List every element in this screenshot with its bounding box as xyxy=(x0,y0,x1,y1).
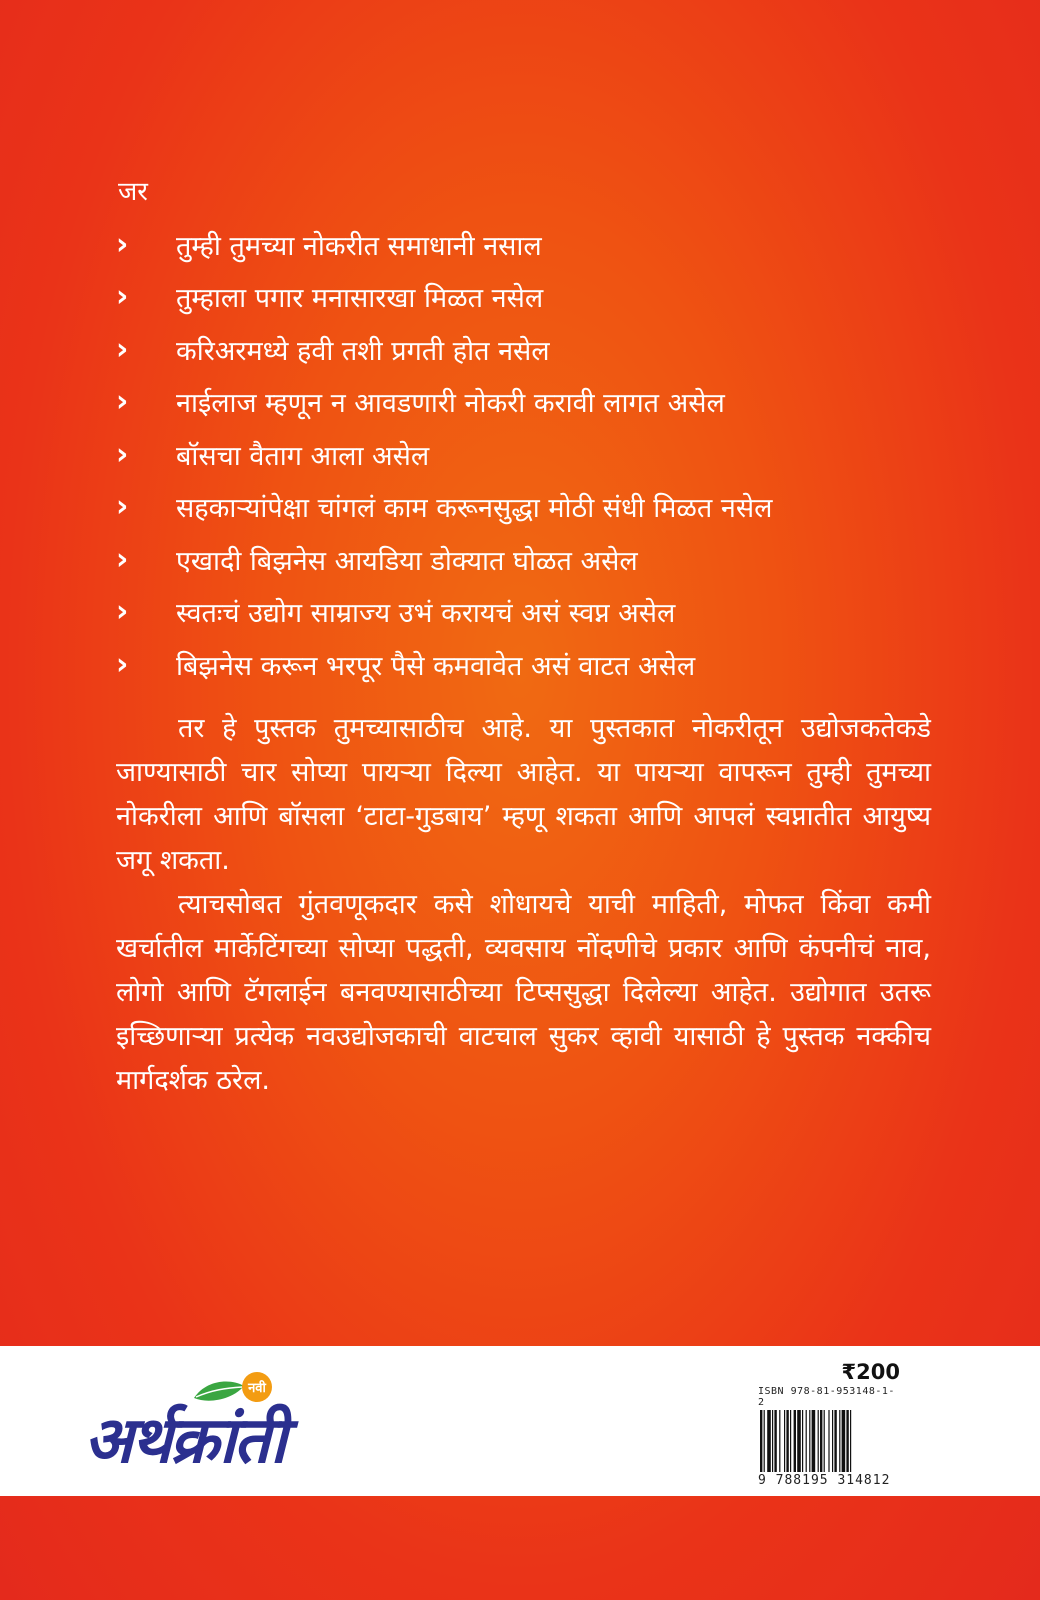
chevron-right-icon: › xyxy=(116,226,129,262)
back-cover-text xyxy=(116,172,931,1103)
chevron-right-icon: › xyxy=(116,331,129,367)
barcode-icon xyxy=(758,1410,900,1472)
barcode-digits: 9 788195 314812 xyxy=(758,1473,891,1488)
list-item: › एखादी बिझनेस आयडिया डोक्यात घोळत असेल xyxy=(116,541,638,577)
chevron-right-icon: › xyxy=(116,279,129,315)
barcode-block xyxy=(758,1386,900,1488)
navi-badge: नवी xyxy=(242,1372,272,1402)
bullet-list xyxy=(116,218,931,691)
publisher-logo xyxy=(84,1368,344,1478)
description xyxy=(116,707,931,1103)
chevron-right-icon: › xyxy=(116,594,129,630)
chevron-right-icon: › xyxy=(116,436,129,472)
paragraph: त्याचसोबत गुंतवणूकदार कसे शोधायचे याची माहिती, मोफत किंवा कमी खर्चातील मार्केटिंगच्या सोप्या पद्धती, व्यवसाय नोंदणीचे प्रकार आणि कंपनीचं नाव, लोगो आणि टॅगलाईन बनवण्यासाठीच्या टिप्ससुद्धा दिलेल्या आहेत. उद्योगात उतरू इच्छिणाऱ्या प्रत्येक नवउद्योजकाची वाटचाल सुकर व्हावी यासाठी हे पुस्तक नक्कीच मार्गदर्शक ठरेल. xyxy=(116,888,931,1096)
chevron-right-icon: › xyxy=(116,541,129,577)
list-item: › तुम्हाला पगार मनासारखा मिळत नसेल xyxy=(116,279,544,315)
list-item: › नाईलाज म्हणून न आवडणारी नोकरी करावी लागत असेल xyxy=(116,384,725,420)
chevron-right-icon: › xyxy=(116,489,129,525)
list-item: › सहकाऱ्यांपेक्षा चांगलं काम करूनसुद्धा मोठी संधी मिळत नसेल xyxy=(116,489,773,525)
intro-word: जर xyxy=(118,177,148,207)
list-item: › करिअरमध्ये हवी तशी प्रगती होत नसेल xyxy=(116,331,550,367)
isbn-label: ISBN 978-81-953148-1-2 xyxy=(758,1386,895,1408)
list-item: › बॉसचा वैताग आला असेल xyxy=(116,436,430,472)
price-label: ₹200 xyxy=(841,1360,900,1384)
list-item: › स्वतःचं उद्योग साम्राज्य उभं करायचं असं स्वप्न असेल xyxy=(116,594,676,630)
chevron-right-icon: › xyxy=(116,384,129,420)
publisher-logo-text: अर्थक्रांती xyxy=(84,1404,285,1478)
paragraph: तर हे पुस्तक तुमच्यासाठीच आहे. या पुस्तकात नोकरीतून उद्योजकतेकडे जाण्यासाठी चार सोप्या पायऱ्या दिल्या आहेत. या पायऱ्या वापरून तुम्ही तुमच्या नोकरीला आणि बॉसला ‘टाटा-गुडबाय’ म्हणू शकता आणि आपलं स्वप्नातीत आयुष्य जगू शकता. xyxy=(116,712,931,876)
chevron-right-icon: › xyxy=(116,646,129,682)
publisher-band xyxy=(0,1346,1040,1496)
list-item: › तुम्ही तुमच्या नोकरीत समाधानी नसाल xyxy=(116,226,542,262)
list-item: › बिझनेस करून भरपूर पैसे कमवावेत असं वाटत असेल xyxy=(116,646,696,682)
